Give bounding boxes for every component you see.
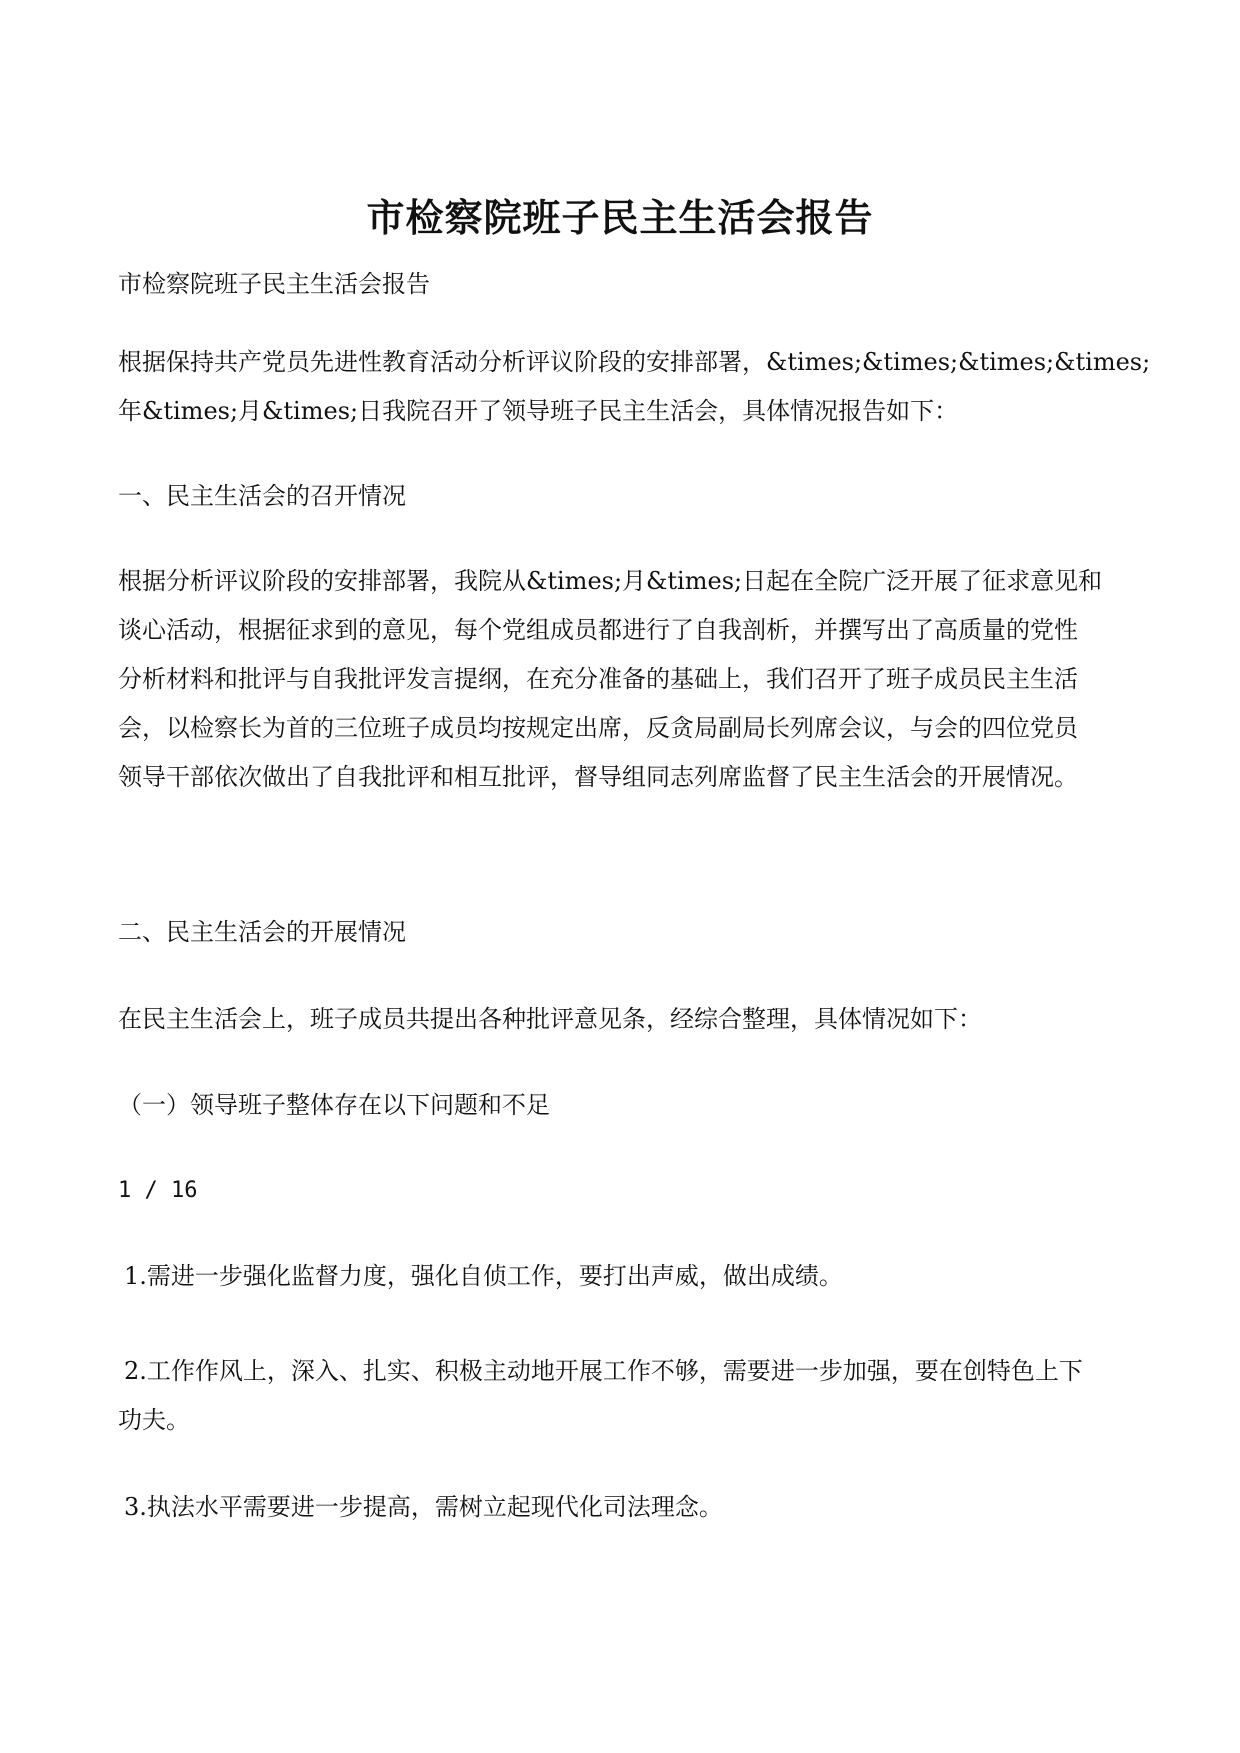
list-item-line: 2.工作作风上，深入、扎实、积极主动地开展工作不够，需要进一步加强，要在创特色上下 (124, 1357, 1083, 1385)
intro-line-2: 年&times;月&times;日我院召开了领导班子民主生活会，具体情况报告如下： (118, 397, 959, 425)
document-title: 市检察院班子民主生活会报告 (366, 195, 874, 240)
list-item-line: 1.需进一步强化监督力度，强化自侦工作，要打出声威，做出成绩。 (124, 1262, 843, 1290)
list-item-line: 功夫。 (118, 1406, 190, 1434)
intro-line-1: 根据保持共产党员先进性教育活动分析评议阶段的安排部署，&times;&times;&times;&times; (118, 348, 1151, 376)
document-subtitle: 市检察院班子民主生活会报告 (118, 270, 430, 298)
list-item (118, 1347, 1134, 1445)
section2-heading: 二、民主生活会的开展情况 (118, 918, 406, 946)
list-item (124, 1252, 1134, 1301)
page-number: 1 / 16 (118, 1178, 198, 1203)
list-item-line: 3.执法水平需要进一步提高，需树立起现代化司法理念。 (124, 1493, 723, 1521)
list-item (124, 1483, 1134, 1532)
section1-line-1: 根据分析评议阶段的安排部署，我院从&times;月&times;日起在全院广泛开展了征求意见和 (118, 567, 1103, 595)
intro-paragraph (118, 338, 1151, 436)
section1-line-2: 谈心活动，根据征求到的意见，每个党组成员都进行了自我剖析，并撰写出了高质量的党性 (118, 616, 1078, 644)
subsection1-heading: （一）领导班子整体存在以下问题和不足 (118, 1091, 550, 1119)
section2-intro: 在民主生活会上，班子成员共提出各种批评意见条，经综合整理，具体情况如下： (118, 1005, 982, 1033)
section1-line-3: 分析材料和批评与自我批评发言提纲，在充分准备的基础上，我们召开了班子成员民主生活 (118, 665, 1078, 693)
section1-line-4: 会，以检察长为首的三位班子成员均按规定出席，反贪局副局长列席会议，与会的四位党员 (118, 714, 1078, 742)
section1-line-5: 领导干部依次做出了自我批评和相互批评，督导组同志列席监督了民主生活会的开展情况。 (118, 763, 1078, 791)
section1-paragraph (118, 557, 1128, 802)
section1-heading: 一、民主生活会的召开情况 (118, 482, 406, 510)
